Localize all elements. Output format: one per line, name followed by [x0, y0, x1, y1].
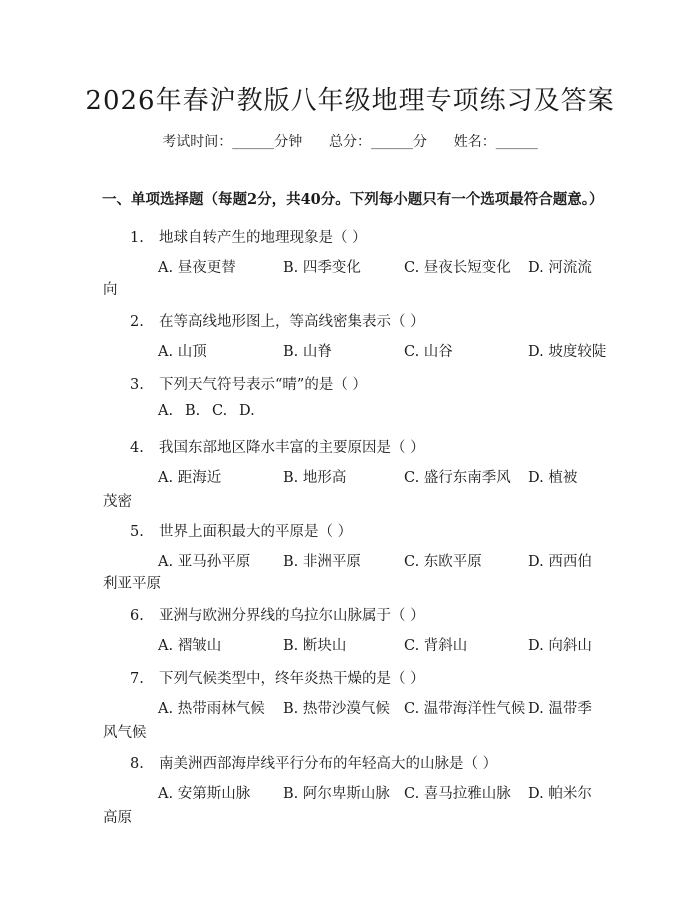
option-a[interactable]: A. 褶皱山: [158, 638, 222, 654]
option-a[interactable]: A. 热带雨林气候: [158, 701, 265, 717]
option-wrap-text: 高原: [103, 810, 132, 826]
question-6: [103, 604, 425, 625]
page-title: 2026年春沪教版八年级地理专项练习及答案: [85, 86, 615, 116]
option-wrap-text: 向: [103, 282, 118, 298]
option-b[interactable]: B. 非洲平原: [283, 554, 361, 570]
option-a[interactable]: A. 距海近: [158, 470, 222, 486]
option-c[interactable]: C.: [212, 403, 228, 419]
question-text: 在等高线地形图上，等高线密集表示（ ）: [159, 314, 425, 330]
question-1-options: [158, 256, 590, 278]
option-c[interactable]: C. 喜马拉雅山脉: [404, 786, 511, 802]
option-c[interactable]: C. 盛行东南季风: [404, 470, 511, 486]
question-number: 8.: [130, 756, 144, 772]
question-number: 4.: [130, 440, 144, 456]
option-c[interactable]: C. 东欧平原: [404, 554, 482, 570]
question-text: 地球自转产生的地理现象是（ ）: [159, 230, 367, 246]
option-d[interactable]: D. 植被: [528, 470, 578, 486]
option-d[interactable]: D. 向斜山: [528, 638, 592, 654]
option-d[interactable]: D. 温带季: [528, 701, 592, 717]
question-number: 6.: [130, 608, 144, 624]
option-c[interactable]: C. 昼夜长短变化: [404, 260, 511, 276]
option-b[interactable]: B. 四季变化: [283, 260, 361, 276]
option-b[interactable]: B. 断块山: [283, 638, 347, 654]
question-3-options: [158, 403, 590, 425]
option-c[interactable]: C. 山谷: [404, 344, 453, 360]
option-d[interactable]: D.: [239, 403, 255, 419]
question-text: 我国东部地区降水丰富的主要原因是（ ）: [159, 440, 425, 456]
question-number: 2.: [130, 314, 144, 330]
section-heading: 一、单项选择题（每题2分，共40分。下列每小题只有一个选项最符合题意。）: [102, 191, 604, 208]
option-d[interactable]: D. 帕米尔: [528, 786, 592, 802]
question-8: [103, 752, 497, 773]
question-number: 5.: [130, 524, 144, 540]
question-5-options: [158, 550, 590, 572]
option-wrap-text: 利亚平原: [103, 576, 161, 592]
question-2-options: [158, 340, 607, 362]
question-8-options: [158, 782, 590, 804]
option-a[interactable]: A. 安第斯山脉: [158, 786, 251, 802]
question-4: [103, 436, 425, 457]
option-b[interactable]: B.: [185, 403, 201, 419]
option-a[interactable]: A.: [158, 403, 174, 419]
option-d[interactable]: D. 河流流: [528, 260, 592, 276]
option-b[interactable]: B. 山脊: [283, 344, 332, 360]
option-c[interactable]: C. 温带海洋性气候: [404, 701, 526, 717]
question-7: [103, 667, 425, 688]
option-a[interactable]: A. 山顶: [158, 344, 207, 360]
question-number: 7.: [130, 671, 144, 687]
question-1: [103, 226, 367, 247]
option-c[interactable]: C. 背斜山: [404, 638, 468, 654]
question-text: 南美洲西部海岸线平行分布的年轻高大的山脉是（ ）: [159, 756, 498, 772]
option-a[interactable]: A. 昼夜更替: [158, 260, 236, 276]
exam-meta-line: 考试时间：______分钟 总分：______分 姓名：______: [162, 134, 538, 150]
question-4-options: [158, 466, 590, 488]
question-5: [103, 520, 352, 541]
option-wrap-text: 茂密: [103, 494, 132, 510]
question-6-options: [158, 634, 590, 656]
option-d[interactable]: D. 西西伯: [528, 554, 592, 570]
question-text: 下列天气符号表示“晴”的是（ ）: [159, 377, 367, 393]
question-2: [103, 310, 425, 331]
question-text: 世界上面积最大的平原是（ ）: [159, 524, 353, 540]
option-b[interactable]: B. 阿尔卑斯山脉: [283, 786, 390, 802]
question-text: 亚洲与欧洲分界线的乌拉尔山脉属于（ ）: [159, 608, 425, 624]
option-a[interactable]: A. 亚马孙平原: [158, 554, 251, 570]
question-3: [103, 373, 367, 394]
question-number: 1.: [130, 230, 144, 246]
option-b[interactable]: B. 热带沙漠气候: [283, 701, 390, 717]
question-7-options: [158, 697, 590, 719]
question-number: 3.: [130, 377, 144, 393]
option-wrap-text: 风气候: [103, 725, 147, 741]
question-text: 下列气候类型中，终年炎热干燥的是（ ）: [159, 671, 425, 687]
option-b[interactable]: B. 地形高: [283, 470, 347, 486]
option-d[interactable]: D. 坡度较陡: [528, 344, 607, 360]
